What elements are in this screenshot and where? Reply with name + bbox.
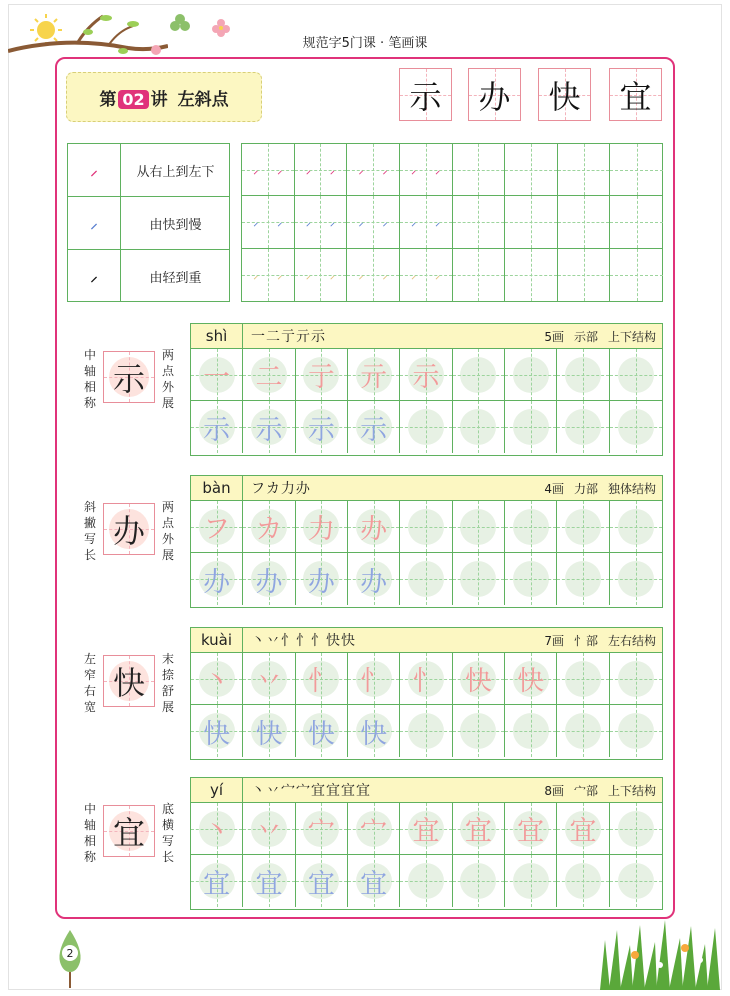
writing-tip-right: 两点外展	[161, 348, 174, 410]
writing-tip-left: 中轴相称	[83, 348, 96, 410]
model-char: 示	[112, 360, 145, 398]
trace-dot-icon: ⸝	[435, 166, 440, 177]
trace-dot-icon: ⸝	[277, 271, 283, 282]
page-number: 2	[62, 945, 78, 961]
char-info-header	[191, 778, 662, 803]
copy-cell: 宜	[191, 855, 243, 907]
practice-cell	[505, 144, 558, 196]
trace-cell	[610, 349, 662, 401]
model-char-cell	[103, 805, 155, 857]
trace-cell: 丶	[191, 653, 243, 705]
practice-cell	[453, 196, 506, 248]
stroke-count: 8画	[544, 783, 564, 798]
stroke-count: 7画	[544, 633, 564, 648]
left-dot-stroke-icon: ⸝	[68, 144, 121, 196]
practice-cell	[295, 249, 348, 301]
model-char: 宜	[112, 814, 145, 852]
copy-cell	[610, 553, 662, 605]
radical: 力部	[573, 481, 598, 496]
practice-cell	[610, 196, 663, 248]
radical: 示部	[573, 329, 598, 344]
trace-cell: 办	[348, 501, 400, 553]
lesson-label	[66, 72, 262, 122]
practice-cell	[505, 196, 558, 248]
char-meta	[544, 778, 656, 802]
practice-cell	[347, 249, 400, 301]
trace-cell: 丷	[243, 653, 295, 705]
copy-cell: 宜	[348, 855, 400, 907]
trace-dot-icon: ⸝	[382, 166, 388, 177]
copy-cell: 快	[191, 705, 243, 757]
copy-cell	[453, 401, 505, 453]
lesson-number: 02	[118, 90, 148, 109]
copy-cell	[505, 553, 557, 605]
practice-cell	[242, 196, 295, 248]
structure: 左右结构	[607, 633, 656, 648]
writing-tip-left: 中轴相称	[83, 802, 96, 864]
stroke-instruction-text: 由快到慢	[149, 217, 202, 233]
writing-tip-left: 斜撇写长	[83, 500, 96, 562]
trace-dot-icon: ⸝	[306, 166, 311, 177]
trace-cell: 亍	[296, 349, 348, 401]
stroke-instruction-text: 由轻到重	[149, 270, 202, 286]
copy-cell	[557, 855, 609, 907]
stroke-order: フカ力办	[251, 481, 311, 497]
top-char-cell: 示	[399, 68, 452, 121]
model-char-cell	[103, 351, 155, 403]
practice-cell	[242, 249, 295, 301]
trace-dot-icon: ⸝	[306, 218, 311, 229]
trace-cell: カ	[243, 501, 295, 553]
copy-cell	[505, 401, 557, 453]
copy-cell	[400, 401, 452, 453]
trace-dot-icon: ⸝	[411, 218, 416, 229]
trace-cell: 忄	[296, 653, 348, 705]
stroke-order: 丶丷宀宀宜宜宜宜	[251, 783, 371, 799]
trace-dot-icon: ⸝	[277, 166, 283, 177]
stroke-instruction-table	[67, 143, 230, 302]
copy-cell	[505, 705, 557, 757]
copy-cell	[610, 401, 662, 453]
trace-cell: 一	[191, 349, 243, 401]
trace-dot-icon: ⸝	[330, 271, 335, 282]
trace-cell: 忄	[348, 653, 400, 705]
stroke-order: 一二亍亓示	[251, 329, 326, 345]
practice-cell	[558, 196, 611, 248]
trace-cell: フ	[191, 501, 243, 553]
trace-dot-icon: ⸝	[306, 271, 311, 282]
copy-cell: 快	[296, 705, 348, 757]
copy-cell: 办	[348, 553, 400, 605]
trace-cell	[400, 501, 452, 553]
model-char-cell	[103, 655, 155, 707]
left-dot-stroke-icon: ⸝	[68, 250, 121, 302]
practice-cell	[558, 249, 611, 301]
pinyin: shì	[191, 324, 243, 348]
practice-cell	[347, 144, 400, 196]
copy-cell	[400, 855, 452, 907]
trace-dot-icon: ⸝	[253, 166, 259, 177]
copy-cell: 宜	[243, 855, 295, 907]
copy-cell	[557, 705, 609, 757]
top-char-cell: 办	[468, 68, 521, 121]
stroke-row	[68, 250, 229, 303]
copy-cell: 示	[243, 401, 295, 453]
copy-cell: 办	[296, 553, 348, 605]
trace-dot-icon: ⸝	[382, 218, 388, 229]
structure: 上下结构	[607, 329, 656, 344]
char-info-header	[191, 476, 662, 501]
writing-tip-right: 底横写长	[161, 802, 174, 864]
trace-cell: 宜	[453, 803, 505, 855]
writing-tip-left: 左窄右宽	[83, 652, 96, 714]
copy-cell: 快	[348, 705, 400, 757]
trace-cell	[557, 349, 609, 401]
copy-cell	[400, 705, 452, 757]
stroke-practice-grid	[241, 143, 663, 302]
copy-cell	[505, 855, 557, 907]
trace-cell	[453, 349, 505, 401]
practice-cell	[242, 144, 295, 196]
copy-cell: 宜	[296, 855, 348, 907]
trace-cell: 示	[400, 349, 452, 401]
practice-cell	[505, 249, 558, 301]
trace-dot-icon: ⸝	[411, 271, 416, 282]
copy-cell: 示	[296, 401, 348, 453]
grass-decoration	[595, 920, 720, 990]
copy-cell: 快	[243, 705, 295, 757]
trace-dot-icon: ⸝	[382, 271, 388, 282]
trace-cell	[505, 501, 557, 553]
trace-dot-icon: ⸝	[253, 271, 259, 282]
left-dot-stroke-icon: ⸝	[68, 197, 121, 249]
top-char-cell: 宜	[609, 68, 662, 121]
copy-cell: 示	[348, 401, 400, 453]
stroke-row	[68, 197, 229, 250]
trace-cell: 宜	[400, 803, 452, 855]
trace-dot-icon: ⸝	[358, 166, 364, 177]
stroke-order: 丶丷忄忄忄快快	[251, 633, 356, 649]
char-meta	[544, 324, 656, 348]
model-char: 快	[112, 664, 145, 702]
trace-dot-icon: ⸝	[277, 218, 283, 229]
practice-cell	[400, 249, 453, 301]
trace-cell: 宀	[348, 803, 400, 855]
practice-cell	[453, 249, 506, 301]
char-info-header	[191, 324, 662, 349]
lesson-stroke-name: 左斜点	[177, 89, 229, 110]
lesson-title: 第 02 讲	[99, 89, 168, 110]
trace-dot-icon: ⸝	[358, 218, 364, 229]
model-char: 办	[112, 512, 145, 550]
radical: 宀部	[573, 783, 598, 798]
practice-cell	[558, 144, 611, 196]
trace-dot-icon: ⸝	[253, 218, 259, 229]
char-practice-block	[190, 323, 663, 456]
copy-cell	[557, 401, 609, 453]
copy-cell: 办	[191, 553, 243, 605]
stroke-instruction-text: 从右上到左下	[136, 164, 215, 180]
practice-cell	[400, 144, 453, 196]
practice-cell	[347, 196, 400, 248]
trace-cell	[557, 501, 609, 553]
stroke-row	[68, 144, 229, 197]
trace-cell: 快	[453, 653, 505, 705]
writing-tip-right: 末捺舒展	[161, 652, 174, 714]
writing-tip-right: 两点外展	[161, 500, 174, 562]
copy-cell	[610, 855, 662, 907]
structure: 独体结构	[607, 481, 656, 496]
copy-cell	[453, 855, 505, 907]
trace-cell	[610, 803, 662, 855]
model-char-cell	[103, 503, 155, 555]
trace-cell: 宜	[557, 803, 609, 855]
practice-cell	[610, 144, 663, 196]
copy-cell: 示	[191, 401, 243, 453]
char-practice-block	[190, 627, 663, 760]
copy-cell	[557, 553, 609, 605]
copy-cell: 办	[243, 553, 295, 605]
practice-cell	[295, 196, 348, 248]
page-header-title: 规范字5门课 · 笔画课	[302, 36, 428, 51]
trace-dot-icon: ⸝	[330, 166, 335, 177]
trace-dot-icon: ⸝	[358, 271, 364, 282]
trace-cell	[453, 501, 505, 553]
trace-dot-icon: ⸝	[435, 271, 440, 282]
trace-cell: 二	[243, 349, 295, 401]
char-meta	[544, 628, 656, 652]
trace-cell: 宜	[505, 803, 557, 855]
copy-cell	[610, 705, 662, 757]
stroke-count: 4画	[544, 481, 564, 496]
copy-cell	[453, 705, 505, 757]
trace-cell: 宀	[296, 803, 348, 855]
trace-dot-icon: ⸝	[411, 166, 416, 177]
pinyin: yí	[191, 778, 243, 802]
trace-cell: 快	[505, 653, 557, 705]
trace-cell	[505, 349, 557, 401]
copy-cell	[400, 553, 452, 605]
char-practice-block	[190, 777, 663, 910]
practice-cell	[295, 144, 348, 196]
top-char-cell: 快	[538, 68, 591, 121]
trace-dot-icon: ⸝	[330, 218, 335, 229]
trace-cell	[610, 653, 662, 705]
pinyin: bàn	[191, 476, 243, 500]
trace-cell	[557, 653, 609, 705]
copy-cell	[453, 553, 505, 605]
radical: 忄部	[573, 633, 598, 648]
trace-cell: 亓	[348, 349, 400, 401]
char-meta	[544, 476, 656, 500]
pinyin: kuài	[191, 628, 243, 652]
char-info-header	[191, 628, 662, 653]
structure: 上下结构	[607, 783, 656, 798]
trace-cell	[610, 501, 662, 553]
char-practice-block	[190, 475, 663, 608]
practice-cell	[453, 144, 506, 196]
stroke-count: 5画	[544, 329, 564, 344]
trace-cell: 丷	[243, 803, 295, 855]
trace-cell: 力	[296, 501, 348, 553]
trace-cell: 丶	[191, 803, 243, 855]
trace-cell: 忄	[400, 653, 452, 705]
practice-cell	[400, 196, 453, 248]
trace-dot-icon: ⸝	[435, 218, 440, 229]
practice-cell	[610, 249, 663, 301]
